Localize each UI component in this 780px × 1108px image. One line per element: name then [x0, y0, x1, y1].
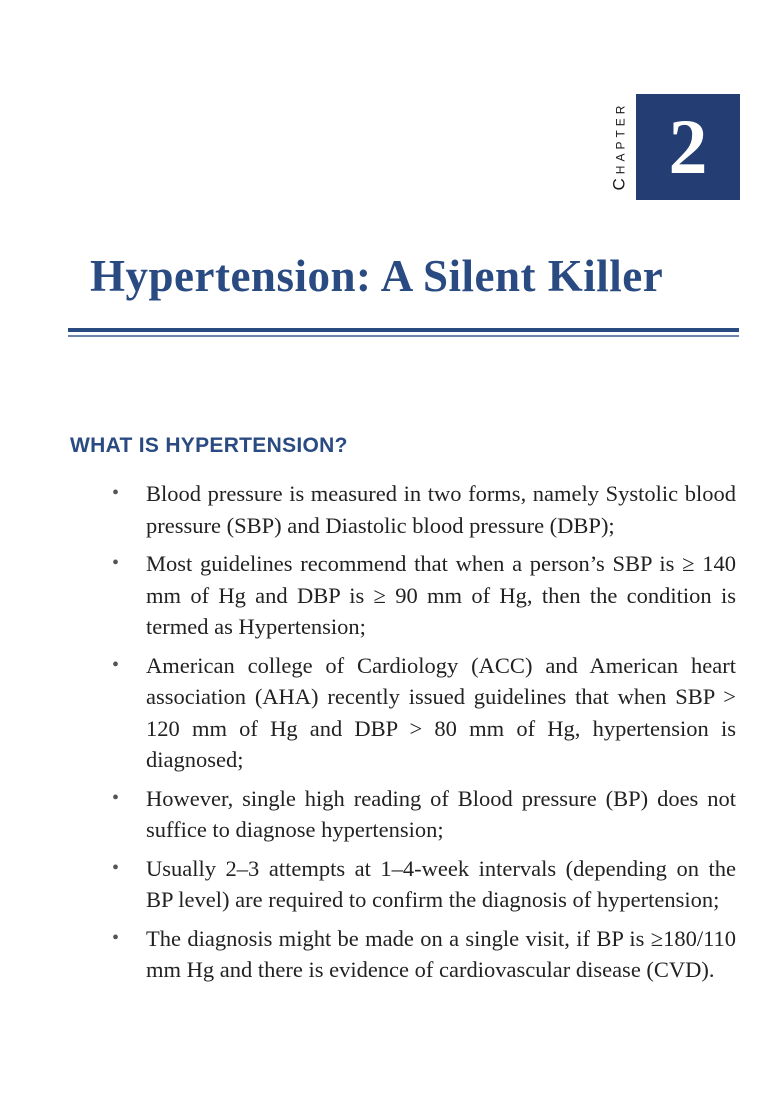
bullet-list: [104, 478, 736, 993]
title-divider-thin: [68, 335, 739, 337]
chapter-label: [604, 90, 634, 202]
bullet-item: [104, 650, 736, 776]
bullet-text: However, single high reading of Blood pressure (BP) does not suffice to diagnose hypertension;: [146, 785, 736, 842]
bullet-item: [104, 783, 736, 846]
title-divider-thick: [68, 328, 739, 332]
bullet-dot-icon: •: [112, 482, 120, 504]
bullet-text: Usually 2–3 attempts at 1–4-week intervals (depending on the BP level) are required to confirm the diagnosis of hypertension;: [146, 855, 736, 912]
section-heading: WHAT IS HYPERTENSION?: [70, 434, 348, 457]
chapter-number-box: [636, 94, 740, 200]
bullet-item: [104, 478, 736, 541]
bullet-item: [104, 923, 736, 986]
bullet-item: [104, 548, 736, 643]
chapter-label-text: Chapter: [609, 101, 629, 191]
bullet-text: American college of Cardiology (ACC) and American heart association (AHA) recently issued guidelines that when SBP > 120 mm of Hg and DBP > 80 mm of Hg, hypertension is diagnosed;: [146, 652, 736, 772]
bullet-dot-icon: •: [112, 653, 120, 676]
bullet-text: Most guidelines recommend that when a person’s SBP is ≥ 140 mm of Hg and DBP is ≥ 90 mm of Hg, then the condition is termed as Hypertension;: [146, 551, 736, 639]
bullet-dot-icon: •: [112, 926, 120, 949]
bullet-dot-icon: •: [112, 856, 120, 879]
bullet-dot-icon: •: [112, 786, 120, 809]
bullet-text: The diagnosis might be made on a single visit, if BP is ≥180/110 mm Hg and there is evidence of cardiovascular disease (CVD).: [146, 925, 736, 982]
bullet-item: [104, 853, 736, 916]
bullet-text: Blood pressure is measured in two forms, namely Systolic blood pressure (SBP) and Diastolic blood pressure (DBP);: [146, 481, 736, 538]
bullet-dot-icon: •: [112, 552, 120, 574]
chapter-number: 2: [668, 103, 708, 190]
chapter-title: Hypertension: A Silent Killer: [90, 251, 664, 301]
